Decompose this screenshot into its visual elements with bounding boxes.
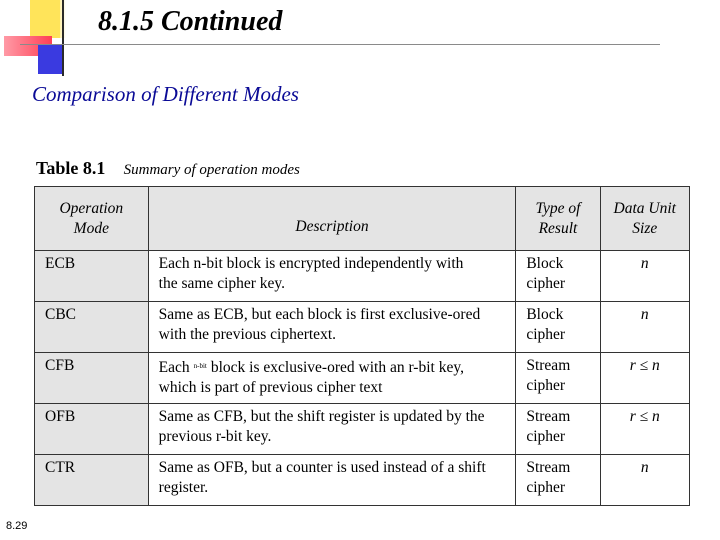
table-row [35,251,690,302]
desc-line1: Each n-bit block is encrypted independently with [158,255,464,272]
header-type-of-result [516,187,600,251]
type-line1: Block [526,306,564,323]
decor-yellow-block [30,0,60,38]
type-line2: cipher [526,428,566,445]
cell-mode: CFB [35,353,149,404]
header-type-line1: Type of [535,199,581,217]
table-caption-text: Summary of operation modes [123,162,300,178]
table-row [35,455,690,506]
desc-line2: previous r-bit key. [158,428,272,445]
cell-size: n [600,302,689,353]
cell-size: n [600,455,689,506]
desc-line1: Same as CFB, but the shift register is updated by the [158,408,485,425]
desc-line2: with the previous ciphertext. [158,326,336,343]
decor-horizontal-rule [20,44,660,45]
header-description-label: Description [295,217,369,235]
desc-line1: Same as OFB, but a counter is used instead of a shift [158,459,486,476]
slide-title: 8.1.5 Continued [98,6,283,37]
slide-subtitle: Comparison of Different Modes [32,82,299,106]
desc-line1: Same as ECB, but each block is first exclusive-ored [158,306,481,323]
page-number: 8.29 [6,520,28,532]
header-operation-mode [35,187,149,251]
type-line1: Stream [526,408,571,425]
cell-description [148,455,516,506]
cell-description [148,353,516,404]
table-header-row [35,187,690,251]
header-type-line2: Result [538,219,578,237]
cell-type [516,353,600,404]
desc-line2: register. [158,479,209,496]
desc-tiny-label: n-bit [193,362,207,370]
cell-size: r ≤ n [600,353,689,404]
type-line1: Stream [526,357,571,374]
table-row [35,404,690,455]
type-line2: cipher [526,326,566,343]
cell-size: r ≤ n [600,404,689,455]
cell-type [516,302,600,353]
decor-blue-block [38,44,62,74]
cell-description [148,404,516,455]
desc-after: block is exclusive-ored with an r-bit key, [210,359,464,376]
desc-before: Each [158,359,190,376]
header-data-unit-size [600,187,689,251]
type-line2: cipher [526,479,566,496]
type-line1: Stream [526,459,571,476]
table-row [35,353,690,404]
desc-line2: the same cipher key. [158,275,286,292]
cell-mode: CTR [35,455,149,506]
cell-mode: CBC [35,302,149,353]
header-mode-line2: Mode [73,219,109,237]
table-caption [36,158,300,179]
header-size-line1: Data Unit [613,199,676,217]
cell-description [148,251,516,302]
type-line2: cipher [526,275,566,292]
cell-type [516,251,600,302]
header-description [148,187,516,251]
cell-size: n [600,251,689,302]
cell-description [148,302,516,353]
header-size-line2: Size [632,219,658,237]
type-line1: Block [526,255,564,272]
decor-vertical-line [62,0,64,76]
desc-line1 [159,356,516,378]
type-line2: cipher [526,377,566,394]
cell-mode: OFB [35,404,149,455]
header-mode-line1: Operation [59,199,124,217]
cell-type [516,404,600,455]
modes-table [34,186,690,506]
cell-type [516,455,600,506]
table-row [35,302,690,353]
cell-mode: ECB [35,251,149,302]
table-caption-number: Table 8.1 [36,158,106,178]
desc-line2: which is part of previous cipher text [158,379,383,396]
